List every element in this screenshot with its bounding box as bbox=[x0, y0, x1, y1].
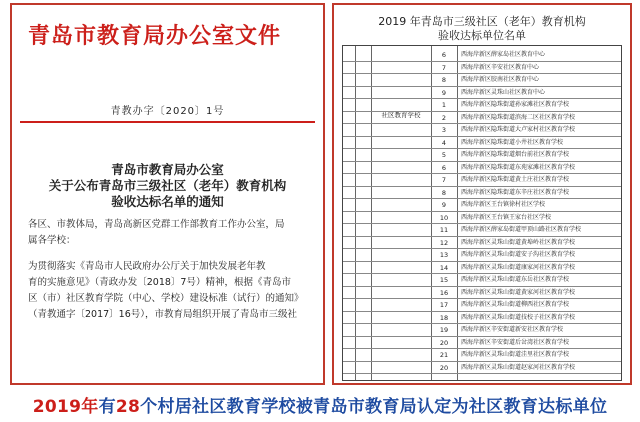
acceptance-list-table bbox=[332, 3, 632, 385]
document-body-line: 育的实施意见》（青政办发〔2018〕7号）精神，根据《青岛市 bbox=[28, 277, 291, 288]
row-number: 7 bbox=[441, 63, 447, 72]
row-unit-name: 西海岸新区灵珠山街道黄埠岭社区教育学校 bbox=[461, 238, 576, 246]
caption-text: 有 bbox=[98, 397, 116, 417]
category-label: 社区教育学校 bbox=[381, 111, 421, 119]
row-unit-name: 西海岸新区灵珠山街道黄家河社区教育学校 bbox=[461, 288, 576, 296]
table-row bbox=[343, 274, 621, 287]
row-unit-name: 西海岸新区灵珠山街道洼里社区教育学校 bbox=[461, 351, 570, 358]
row-number: 16 bbox=[439, 288, 449, 297]
document-body-line: 区（市）社区教育学院（中心、学校）建设标准（试行）的通知》 bbox=[28, 293, 304, 304]
table-row bbox=[343, 237, 621, 250]
table-row bbox=[343, 287, 621, 300]
row-number: 1 bbox=[441, 101, 447, 109]
table-row bbox=[343, 199, 621, 212]
notice-document bbox=[10, 3, 325, 385]
row-number: 8 bbox=[441, 76, 447, 84]
row-number: 6 bbox=[441, 163, 447, 172]
table-row bbox=[343, 99, 621, 112]
row-number: 21 bbox=[439, 351, 449, 359]
row-unit-name: 西海岸新区薛家岛社区教育中心 bbox=[461, 51, 546, 58]
row-unit-name: 西海岸新区王台镇徐村社区学校 bbox=[461, 201, 546, 208]
row-unit-name: 西海岸新区胶南社区教育中心 bbox=[461, 76, 540, 83]
table-row bbox=[343, 174, 621, 187]
row-unit-name: 西海岸新区隐珠街道东辛庄社区教育学校 bbox=[461, 188, 570, 196]
table-row bbox=[343, 162, 621, 175]
table-row bbox=[343, 312, 621, 325]
table-row bbox=[343, 224, 621, 237]
table-row bbox=[343, 299, 621, 312]
caption bbox=[0, 392, 640, 417]
document-body-line: 各区、市教体局，青岛高新区党群工作部教育工作办公室，局 bbox=[28, 219, 285, 230]
row-number: 5 bbox=[441, 151, 447, 159]
row-number: 2 bbox=[441, 113, 447, 122]
table-row bbox=[343, 149, 621, 162]
row-unit-name: 西海岸新区辛安街道后岔湾社区教育学校 bbox=[461, 338, 570, 346]
table-row bbox=[343, 212, 621, 225]
row-number: 18 bbox=[439, 313, 449, 322]
row-unit-name: 西海岸新区灵珠山街道东岳社区教育学校 bbox=[461, 276, 570, 283]
row-number: 10 bbox=[439, 213, 449, 222]
table-row bbox=[343, 87, 621, 100]
document-title-line: 青岛市教育局办公室 bbox=[111, 162, 224, 177]
row-unit-name: 西海岸新区灵珠山社区教育中心 bbox=[461, 88, 546, 96]
table-row bbox=[343, 187, 621, 200]
row-unit-name: 西海岸新区辛安社区教育中心 bbox=[461, 63, 540, 71]
row-unit-name: 西海岸新区薛家岛街道甲顶山路社区教育学校 bbox=[461, 226, 582, 233]
document-title-line: 验收达标名单的通知 bbox=[111, 194, 224, 209]
row-number: 9 bbox=[441, 88, 447, 97]
row-number: 15 bbox=[439, 276, 449, 284]
table-row bbox=[343, 137, 621, 150]
row-number: 11 bbox=[439, 226, 449, 234]
row-number: 7 bbox=[441, 176, 447, 184]
table-row bbox=[343, 124, 621, 137]
caption-year: 2019年 bbox=[32, 397, 99, 417]
row-number: 3 bbox=[441, 126, 447, 134]
table-title-line: 2019 年青岛市三级社区（老年）教育机构 bbox=[378, 15, 586, 28]
row-unit-name: 西海岸新区隐珠街道东苑家滩社区教育学校 bbox=[461, 163, 576, 171]
row-unit-name: 西海岸新区隐珠街道滨海二区社区教育学校 bbox=[461, 113, 576, 121]
row-number: 12 bbox=[439, 238, 449, 247]
row-number: 8 bbox=[441, 188, 447, 197]
row-number: 17 bbox=[439, 301, 449, 309]
row-unit-name: 西海岸新区辛安街道新安社区教育学校 bbox=[461, 326, 564, 333]
table-row bbox=[343, 362, 621, 375]
document-body-line: 属各学校： bbox=[28, 235, 76, 246]
row-unit-name: 西海岸新区灵珠山街道柳西社区教育学校 bbox=[461, 301, 570, 308]
table-row bbox=[343, 324, 621, 337]
caption-count: 28 bbox=[115, 397, 141, 417]
row-number: 19 bbox=[439, 326, 449, 334]
row-number: 9 bbox=[441, 201, 447, 209]
row-unit-name: 西海岸新区隐珠街道孙家滩社区教育学校 bbox=[461, 101, 570, 108]
table-row bbox=[343, 349, 621, 362]
row-unit-name: 西海岸新区灵珠山街道康家河社区教育学校 bbox=[461, 263, 576, 271]
row-number: 6 bbox=[441, 51, 447, 59]
table-row bbox=[343, 62, 621, 75]
header-divider bbox=[20, 121, 315, 123]
row-number: 20 bbox=[439, 363, 449, 372]
table-row bbox=[343, 249, 621, 262]
table-row bbox=[343, 112, 621, 125]
row-unit-name: 西海岸新区王台镇王家台社区学校 bbox=[461, 213, 552, 221]
row-unit-name: 西海岸新区灵珠山街道安子沟社区教育学校 bbox=[461, 251, 576, 258]
document-title-line: 关于公布青岛市三级社区（老年）教育机构 bbox=[48, 178, 287, 193]
table-row bbox=[343, 49, 621, 62]
row-unit-name: 西海岸新区隐珠街道大卢家村社区教育学校 bbox=[461, 126, 576, 133]
caption-text: 个村居社区教育学校被青岛市教育局认定为社区教育达标单位 bbox=[140, 397, 608, 417]
row-unit-name: 西海岸新区灵珠山街道技校子社区教育学校 bbox=[461, 313, 576, 321]
row-number: 14 bbox=[439, 263, 449, 272]
document-number: 青教办字〔2020〕1号 bbox=[110, 106, 225, 117]
table-row bbox=[343, 337, 621, 350]
table-row bbox=[343, 262, 621, 275]
document-body-line: 为贯彻落实《青岛市人民政府办公厅关于加快发展老年教 bbox=[28, 261, 266, 272]
row-number: 4 bbox=[441, 138, 447, 147]
row-number: 20 bbox=[439, 338, 449, 347]
row-unit-name: 西海岸新区隐珠街道黄土庄社区教育学校 bbox=[461, 176, 570, 183]
table-title-line: 验收达标单位名单 bbox=[438, 29, 526, 42]
table-row bbox=[343, 74, 621, 87]
row-unit-name: 西海岸新区灵珠山街道赵家河社区教育学校 bbox=[461, 363, 576, 371]
row-unit-name: 西海岸新区隐珠街道小井社区教育学校 bbox=[461, 138, 564, 146]
document-body-line: （青教通字〔2017〕16号），市教育局组织开展了青岛市三级社 bbox=[28, 309, 298, 320]
row-number: 13 bbox=[439, 251, 449, 259]
row-unit-name: 西海岸新区隐珠街道烟台前社区教育学校 bbox=[461, 151, 570, 158]
table-grid bbox=[342, 45, 622, 381]
document-header: 青岛市教育局办公室文件 bbox=[28, 24, 282, 49]
